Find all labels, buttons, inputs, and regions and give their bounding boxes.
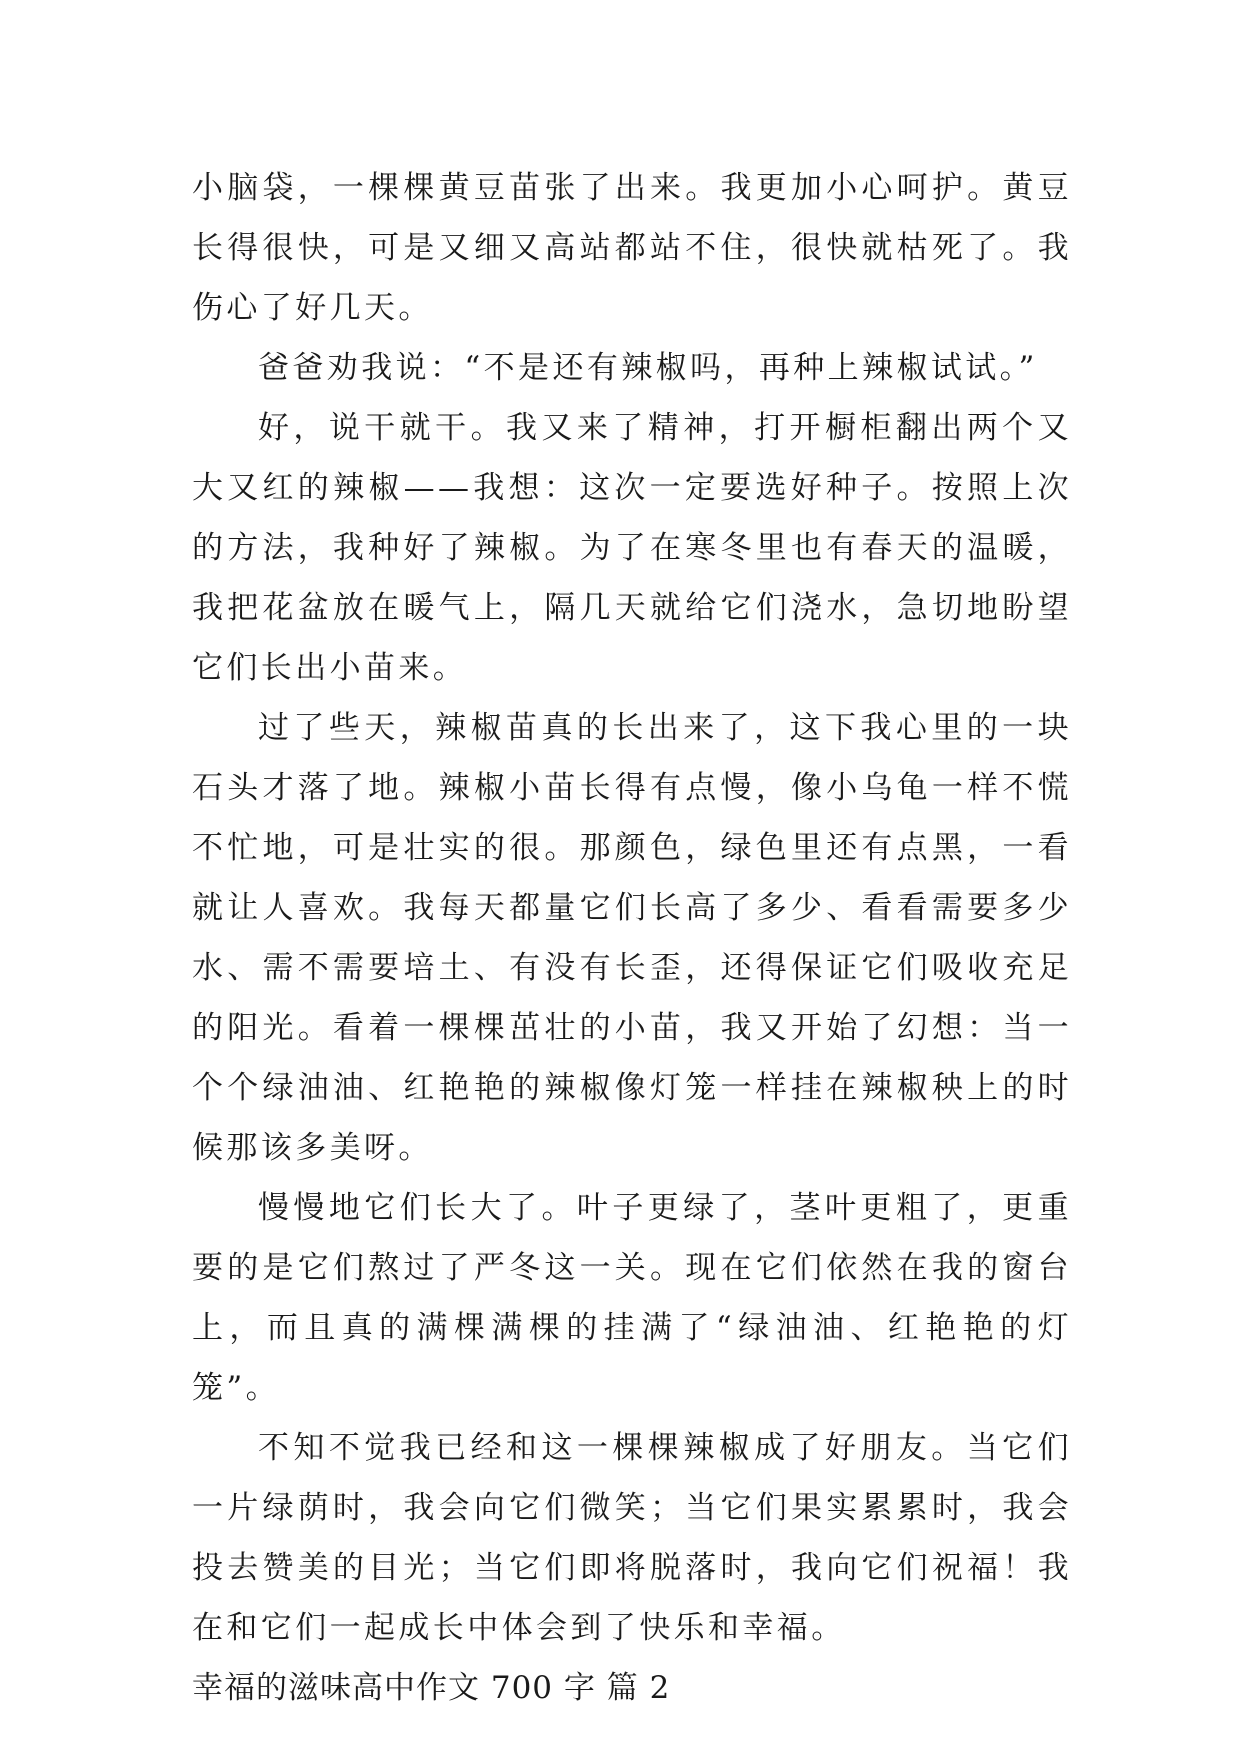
paragraph-planting-peppers: 好，说干就干。我又来了精神，打开橱柜翻出两个又大又红的辣椒——我想：这次一定要选好种子。按照上次的方法，我种好了辣椒。为了在寒冬里也有春天的温暖，我把花盆放在暖气上，隔几天就给它们浇水，急切地盼望它们长出小苗来。: [192, 410, 1072, 686]
paragraph-continuation: 小脑袋，一棵棵黄豆苗张了出来。我更加小心呵护。黄豆长得很快，可是又细又高站都站不住，很快就枯死了。我伤心了好几天。: [192, 170, 1072, 326]
paragraph-seedlings-grow: 过了些天，辣椒苗真的长出来了，这下我心里的一块石头才落了地。辣椒小苗长得有点慢，像小乌龟一样不慌不忙地，可是壮实的很。那颜色，绿色里还有点黑，一看就让人喜欢。我每天都量它们长高了多少、看看需要多少水、需不需要培土、有没有长歪，还得保证它们吸收充足的阳光。看着一棵棵茁壮的小苗，我又开始了幻想：当一个个绿油油、红艳艳的辣椒像灯笼一样挂在辣椒秧上的时候那该多美呀。: [192, 710, 1072, 1166]
section-heading: 幸福的滋味高中作文 700 字 篇 2: [192, 1670, 671, 1706]
paragraph-friendship: 不知不觉我已经和这一棵棵辣椒成了好朋友。当它们一片绿荫时，我会向它们微笑；当它们果实累累时，我会投去赞美的目光；当它们即将脱落时，我向它们祝福！我在和它们一起成长中体会到了快乐和幸福。: [192, 1430, 1072, 1646]
essay-body: [192, 158, 1072, 1718]
paragraph-winter-survival: 慢慢地它们长大了。叶子更绿了，茎叶更粗了，更重要的是它们熬过了严冬这一关。现在它们依然在我的窗台上，而且真的满棵满棵的挂满了“绿油油、红艳艳的灯笼”。: [192, 1190, 1072, 1406]
paragraph-father-advice: 爸爸劝我说：“不是还有辣椒吗，再种上辣椒试试。”: [258, 350, 1038, 386]
